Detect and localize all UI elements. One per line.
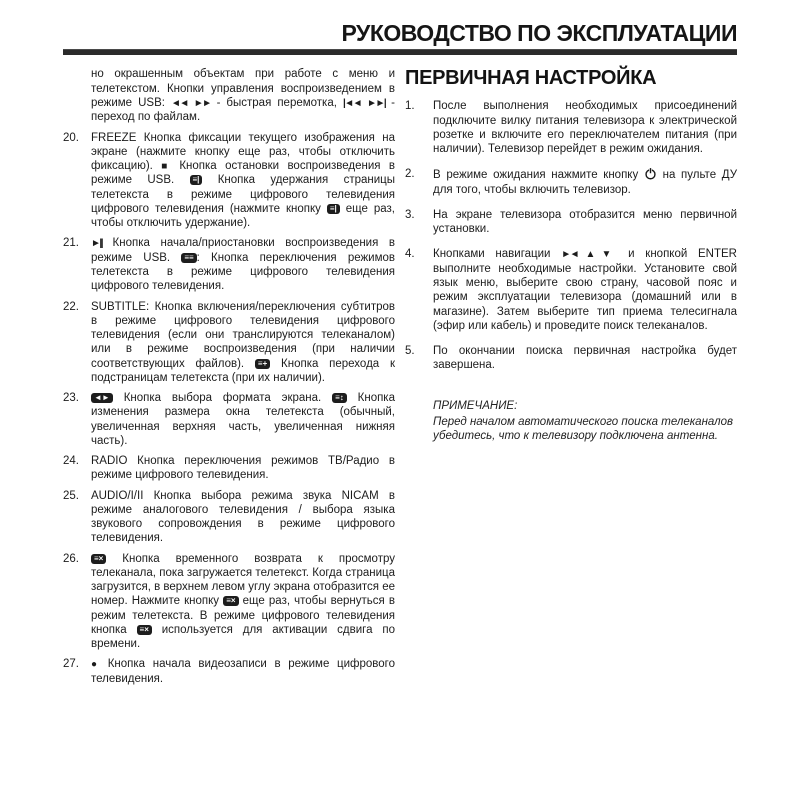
list-item — [63, 391, 395, 448]
right-item-list — [405, 99, 737, 372]
teletext-icon: ≡≡ — [181, 253, 196, 263]
teletext-hold-icon: ≡| — [190, 175, 203, 185]
text-run: SUBTITLE: Кнопка включения/переключения субтитров в режиме цифрового телевидения цифрового телевидения (если они транслируются телеканалом) или в режиме воспроизведения (при наличии соответствующих файлов). — [91, 300, 395, 370]
item-body — [433, 248, 737, 331]
list-item — [63, 552, 395, 652]
item-number: 1. — [405, 100, 415, 113]
item-body — [91, 490, 395, 545]
item-number: 27. — [63, 658, 79, 671]
text-run: RADIO Кнопка переключения режимов ТВ/Радио в режиме цифрового телевидения. — [91, 455, 395, 482]
item-number: 3. — [405, 208, 415, 221]
text-run: Кнопками навигации — [433, 248, 562, 261]
text-run: Кнопка начала/приостановки воспроизведения в режиме USB. — [91, 237, 395, 264]
text-run: По окончании поиска первичная настройка будет завершена. — [433, 345, 737, 372]
text-run: FREEZE Кнопка фиксации текущего изображения на экране (нажмите кнопку еще раз, чтобы отключить фиксацию). — [91, 131, 395, 173]
item-number: 5. — [405, 345, 415, 358]
note — [433, 399, 737, 445]
list-item — [63, 236, 395, 293]
play-pause-icon: ►|| — [91, 238, 102, 250]
item-body — [433, 169, 737, 195]
intro-paragraph — [63, 67, 395, 124]
text-run: используется для активации сдвига по времени. — [91, 623, 395, 651]
text-run: Кнопка начала видеозаписи в режиме цифрового телевидения. — [91, 658, 396, 685]
header-rule — [63, 49, 737, 55]
navigation-arrows-icon: ►◄▲▼ — [561, 249, 618, 261]
content-columns — [63, 67, 737, 692]
list-item — [405, 247, 737, 333]
left-item-list — [63, 131, 395, 686]
text-run: еще раз, чтобы отключить удержание). — [91, 202, 395, 230]
text-run: На экране телевизора отобразится меню первичной установки. — [433, 208, 737, 236]
list-item — [405, 344, 737, 373]
text-run: После выполнения необходимых присоединений подключите вилку питания телевизора к электрической розетке и включите его переключателем питания (при наличии). Телевизор перейдет в режим ожидания. — [433, 100, 737, 156]
text-run: - переход по файлам. — [91, 96, 395, 124]
right-column — [405, 67, 737, 692]
text-run: Кнопка остановки воспроизведения в режиме USB. — [91, 160, 396, 187]
item-body — [91, 455, 395, 481]
text-run: но окрашенным объектам при работе с меню и телетекстом. Кнопки управления воспроизведением в режиме USB: — [91, 68, 395, 109]
previous-file-icon: |◄◄ — [342, 97, 362, 109]
teletext-mix-icon: ≡× — [91, 554, 106, 564]
teletext-hold-icon: ≡| — [327, 204, 340, 214]
text-run: Кнопка удержания страницы телетекста в режиме цифрового телевидения цифрового телевидения (нажмите кнопку — [91, 174, 396, 215]
item-number: 2. — [405, 168, 415, 181]
rewind-icon: ◄◄ — [170, 97, 188, 109]
text-run: - быстрая перемотка, — [210, 96, 343, 109]
list-item — [405, 99, 737, 156]
teletext-subpage-icon: ≡+ — [255, 359, 270, 369]
text-run: : Кнопка переключения режимов телетекста в режиме цифрового телевидения цифрового телевидения. — [91, 251, 396, 293]
list-item — [63, 131, 395, 231]
item-body — [91, 658, 395, 684]
item-body — [91, 237, 395, 292]
item-body — [433, 100, 737, 155]
fast-forward-icon: ►► — [193, 97, 211, 109]
page-title: РУКОВОДСТВО ПО ЭКСПЛУАТАЦИИ — [341, 20, 737, 46]
list-item — [405, 167, 737, 197]
item-number: 20. — [63, 131, 79, 144]
teletext-mix-icon: ≡× — [223, 596, 238, 606]
teletext-mix-icon: ≡× — [137, 625, 152, 635]
note-text: Перед началом автоматического поиска телеканалов убедитесь, что к телевизору подключена антенна. — [433, 415, 734, 443]
item-number: 24. — [63, 455, 79, 468]
list-item — [63, 300, 395, 386]
power-icon — [644, 167, 657, 180]
next-file-icon: ►►| — [367, 97, 386, 109]
item-body — [91, 132, 395, 230]
page-header — [63, 20, 737, 55]
section-title: ПЕРВИЧНАЯ НАСТРОЙКА — [405, 67, 657, 90]
stop-icon: ■ — [161, 161, 171, 173]
item-body — [91, 392, 395, 447]
item-body — [91, 553, 395, 651]
text-run: Кнопка выбора формата экрана. — [112, 392, 333, 405]
item-number: 23. — [63, 392, 79, 405]
text-run: на пульте ДУ для того, чтобы включить телевизор. — [433, 169, 737, 196]
list-item — [63, 454, 395, 483]
aspect-ratio-icon: ◄► — [91, 393, 113, 403]
list-item — [63, 657, 395, 686]
item-number: 4. — [405, 248, 415, 261]
item-number: 26. — [63, 552, 79, 565]
item-number: 21. — [63, 237, 79, 250]
text-run: и кнопкой ENTER выполните необходимые настройки. Установите свой язык меню, выберите свою страну, часовой пояс и режим эксплуатации телевизора (домашний или в магазине). Затем выберите тип приема телесигнала (эфир или кабель) и проведите поиск телеканалов. — [433, 248, 737, 332]
list-item — [63, 489, 395, 546]
item-body — [433, 345, 737, 371]
text-run: еще раз, чтобы вернуться в режим телетекста. В режиме цифрового телевидения кнопка — [91, 595, 395, 636]
item-number: 22. — [63, 300, 79, 313]
text-run: Кнопка перехода к подстраницам телетекста (при их наличии). — [91, 357, 395, 384]
text-run: AUDIO/I/II Кнопка выбора режима звука NICAM в режиме аналогового телевидения / выбора языка звукового сопровождения в режиме цифрового телевидения. — [91, 489, 395, 545]
teletext-size-icon: ≡↕ — [332, 393, 347, 403]
left-column — [63, 67, 395, 692]
text-run: В режиме ожидания нажмите кнопку — [433, 169, 644, 182]
text-run: Кнопка изменения размера окна телетекста (обычный, увеличенная верхняя часть, увеличенная нижняя часть). — [91, 392, 395, 447]
note-label: ПРИМЕЧАНИЕ: — [433, 399, 518, 412]
record-icon: ● — [91, 659, 101, 671]
text-run: Кнопка временного возврата к просмотру телеканала, пока загружается телетекст. Когда страница загрузится, в верхнем левом углу экрана отобразится ее номер. Нажмите кнопку — [91, 552, 395, 608]
item-body — [433, 209, 737, 235]
list-item — [405, 208, 737, 237]
item-number: 25. — [63, 489, 79, 502]
item-body — [91, 301, 395, 384]
